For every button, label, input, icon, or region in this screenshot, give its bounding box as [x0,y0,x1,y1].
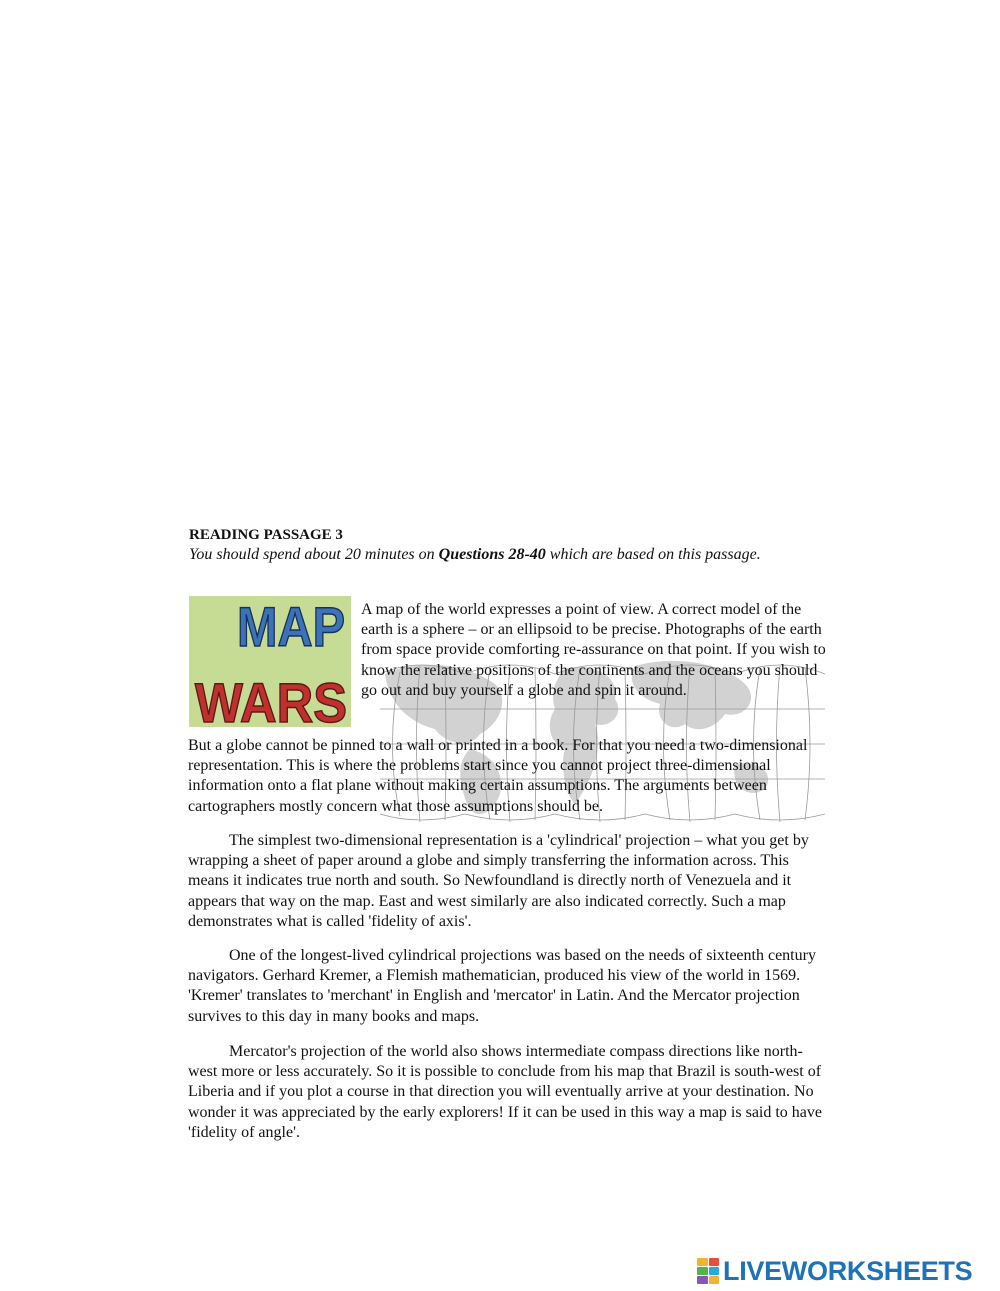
paragraph-mercator: One of the longest-lived cylindrical projections was based on the needs of sixteenth century navigators. Gerhard Kremer, a Flemish mathematician, produced his view of the world in 1569. 'Kremer' translates to 'merchant' in English and 'mercator' in Latin. And the Mercator projection survives to this day in many books and maps. [188,947,816,1025]
map-wars-logo-art [189,596,351,727]
passage-instruction [189,545,761,565]
instruction-text-before: You should spend about 20 minutes on [189,546,439,563]
paragraph-fidelity-of-angle: Mercator's projection of the world also shows intermediate compass directions like north-west more or less accurately. So it is possible to conclude from his map that Brazil is south-west of Liberia and if you plot a course in that direction you will eventually arrive at your destination. No wonder it was appreciated by the early explorers! If it can be used in this way a map is said to have 'fidelity of angle'. [188,1043,823,1141]
logo-word-map: MAP [237,596,345,658]
liveworksheets-watermark [697,1256,972,1286]
liveworksheets-brand-text: LIVEWORKSHEETS [723,1255,973,1286]
instruction-questions-range: Questions 28-40 [438,546,546,563]
map-wars-logo [189,596,351,727]
instruction-text-after: which are based on this passage. [545,546,761,563]
liveworksheets-logo-icon [697,1258,719,1284]
paragraph-globe: But a globe cannot be pinned to a wall or printed in a book. For that you need a two-dimensional representation. This is where the problems start since you cannot project three-dimensional information onto a flat plane without making certain assumptions. The arguments between cartographers mostly concern what those assumptions should be. [188,737,808,815]
paragraph-cylindrical: The simplest two-dimensional representation is a 'cylindrical' projection – what you get by wrapping a sheet of paper around a globe and simply transferring the information across. This means it indicates true north and south. So Newfoundland is directly north of Venezuela and it appears that way on the map. East and west similarly are also indicated correctly. Such a map demonstrates what is called 'fidelity of axis'. [188,832,809,930]
passage-heading: READING PASSAGE 3 [189,527,343,543]
paragraph-intro: A map of the world expresses a point of view. A correct model of the earth is a sphere – or an ellipsoid to be precise. Photographs of the earth from space provide comforting re-assurance on that point. If you wish to know the relative positions of the continents and the oceans you should go out and buy yourself a globe and spin it around. [361,601,826,699]
logo-word-wars: WARS [195,671,347,727]
